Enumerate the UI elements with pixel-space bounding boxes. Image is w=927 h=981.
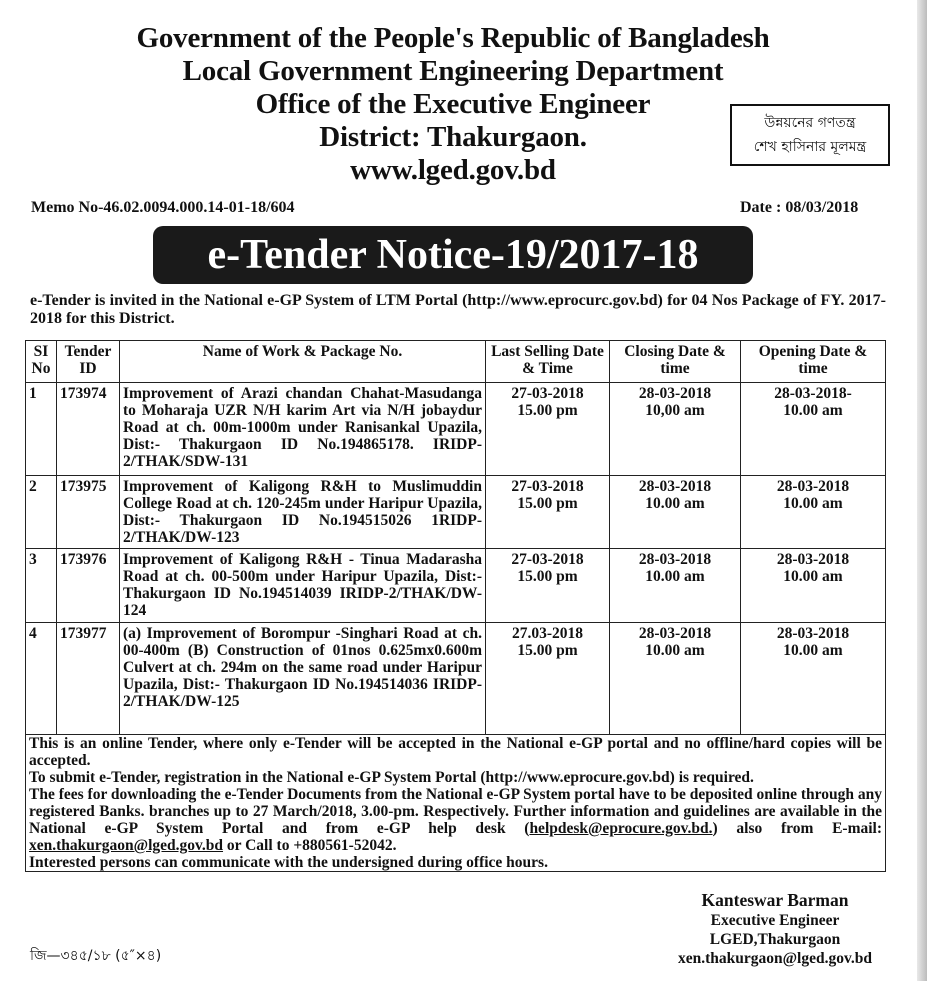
memo-number: Memo No-46.02.0094.000.14-01-18/604 <box>31 199 295 216</box>
row-last-selling <box>486 623 610 735</box>
slogan-line-1: উন্নয়নের গণতন্ত্র <box>764 115 856 131</box>
row-sl: 4 <box>26 623 57 735</box>
row-work: (a) Improvement of Borompur -Singhari Road at ch. 00-400m (B) Construction of 01nos 0.625mx0.600m Culvert at ch. 294m on the same road under Haripur Upazila, Dist:- Thakurgaon ID No.194514036 IRIDP-2/THAK/DW-125 <box>120 623 486 735</box>
row-sl: 3 <box>26 549 57 623</box>
notes-cell <box>26 735 886 872</box>
table-row <box>26 623 886 735</box>
note-fees-mid: ) also from E-mail: <box>712 820 883 837</box>
opening-date: 28-03-2018 <box>776 625 850 642</box>
page-edge-shadow <box>917 0 927 981</box>
slogan-box <box>730 104 890 166</box>
row-sl: 1 <box>26 383 57 476</box>
district-name: District: Thakurgaon. <box>319 121 587 153</box>
helpdesk-email-link[interactable]: helpdesk@eprocure.gov.bd. <box>529 820 713 837</box>
office-name: Office of the Executive Engineer <box>255 88 651 120</box>
closing-date: 28-03-2018 <box>638 625 712 642</box>
notes-row <box>26 735 886 872</box>
row-last-selling <box>486 383 610 476</box>
website-link[interactable]: www.lged.gov.bd <box>350 154 556 186</box>
last-selling-date: 27-03-2018 <box>511 478 584 495</box>
opening-date: 28-03-2018 <box>776 551 850 568</box>
row-opening <box>741 623 886 735</box>
last-selling-time: 15.00 pm <box>517 402 578 419</box>
row-opening <box>741 476 886 549</box>
opening-date: 28-03-2018- <box>774 385 852 402</box>
closing-date: 28-03-2018 <box>638 385 712 402</box>
row-tender-id: 173976 <box>57 549 120 623</box>
row-work: Improvement of Arazi chandan Chahat-Masudanga to Moharaja UZR N/H karim Art via N/H jobaydur Road at ch. 00m-1000m under Ranisankal Upazila, Dist:- Thakurgaon ID No.194865178. IRIDP-2/THAK/SDW-131 <box>120 383 486 476</box>
row-tender-id: 173975 <box>57 476 120 549</box>
header-sl: SI No <box>26 341 57 383</box>
note-fees-call: or Call to +880561-52042. <box>223 837 397 854</box>
signatory-name: Kanteswar Barman <box>701 890 849 910</box>
last-selling-date: 27-03-2018 <box>511 385 584 402</box>
opening-date: 28-03-2018 <box>776 478 850 495</box>
table-row <box>26 476 886 549</box>
closing-time: 10.00 am <box>645 495 705 512</box>
note-fees-text: The fees for downloading the e-Tender Documents from the National e-GP System portal have to be deposited online through any registered Banks. branches up to 27 March/2018, 3.00-pm. Respectively. Further information and guidelines are available in the National e-GP System Portal and from e-GP help desk ( <box>29 786 882 837</box>
row-tender-id: 173974 <box>57 383 120 476</box>
header-closing: Closing Date & time <box>610 341 741 383</box>
note-office-hours: Interested persons can communicate with the undersigned during office hours. <box>29 854 548 871</box>
closing-time: 10.00 am <box>645 568 705 585</box>
department-name: Local Government Engineering Department <box>182 55 724 87</box>
row-opening <box>741 549 886 623</box>
header-last-selling: Last Selling Date & Time <box>486 341 610 383</box>
table-row <box>26 549 886 623</box>
tender-table <box>25 340 886 872</box>
last-selling-time: 15.00 pm <box>517 642 578 659</box>
opening-time: 10.00 am <box>783 495 843 512</box>
header-tender-id: Tender ID <box>57 341 120 383</box>
row-closing <box>610 549 741 623</box>
header-work: Name of Work & Package No. <box>120 341 486 383</box>
last-selling-date: 27-03-2018 <box>511 551 584 568</box>
table-header-row <box>26 341 886 383</box>
signature-block <box>640 890 910 968</box>
notice-date: Date : 08/03/2018 <box>740 199 859 216</box>
header-opening: Opening Date & time <box>741 341 886 383</box>
closing-time: 10,00 am <box>645 402 705 419</box>
government-name: Government of the People's Republic of Bangladesh <box>136 22 770 54</box>
slogan-line-2: শেখ হাসিনার মূলমন্ত্র <box>753 139 867 155</box>
publication-reference: জি—৩৪৫/১৮ (৫″×৪) <box>30 948 162 964</box>
row-sl: 2 <box>26 476 57 549</box>
row-tender-id: 173977 <box>57 623 120 735</box>
row-work: Improvement of Kaligong R&H - Tinua Madarasha Road at ch. 00-500m under Haripur Upazila, Dist:- Thakurgaon ID No.194514039 IRIDP-2/THAK/DW-124 <box>120 549 486 623</box>
row-closing <box>610 476 741 549</box>
last-selling-date: 27.03-2018 <box>511 625 584 642</box>
row-last-selling <box>486 476 610 549</box>
intro-paragraph: e-Tender is invited in the National e-GP System of LTM Portal (http://www.eprocurc.gov.bd) for 04 Nos Package of FY. 2017-2018 for this District. <box>30 292 886 327</box>
closing-time: 10.00 am <box>645 642 705 659</box>
row-opening <box>741 383 886 476</box>
opening-time: 10.00 am <box>783 402 843 419</box>
closing-date: 28-03-2018 <box>638 551 712 568</box>
last-selling-time: 15.00 pm <box>517 568 578 585</box>
closing-date: 28-03-2018 <box>638 478 712 495</box>
opening-time: 10.00 am <box>783 568 843 585</box>
opening-time: 10.00 am <box>783 642 843 659</box>
signatory-designation: Executive Engineer <box>710 912 840 929</box>
last-selling-time: 15.00 pm <box>517 495 578 512</box>
row-closing <box>610 383 741 476</box>
contact-email-link[interactable]: xen.thakurgaon@lged.gov.bd <box>29 837 224 854</box>
note-online-tender: This is an online Tender, where only e-Tender will be accepted in the National e-GP portal and no offline/hard copies will be accepted. <box>29 735 882 769</box>
signatory-email[interactable]: xen.thakurgaon@lged.gov.bd <box>677 950 872 967</box>
row-closing <box>610 623 741 735</box>
table-row <box>26 383 886 476</box>
note-fees <box>29 786 882 854</box>
signatory-office: LGED,Thakurgaon <box>709 931 841 948</box>
notice-title: e-Tender Notice-19/2017-18 <box>153 226 753 284</box>
note-registration: To submit e-Tender, registration in the National e-GP System Portal (http://www.eprocure.gov.bd) is required. <box>29 769 754 786</box>
row-last-selling <box>486 549 610 623</box>
row-work: Improvement of Kaligong R&H to Muslimuddin College Road at ch. 120-245m under Haripur Upazila, Dist:- Thakurgaon ID No.194515026 1RIDP-2/THAK/DW-123 <box>120 476 486 549</box>
